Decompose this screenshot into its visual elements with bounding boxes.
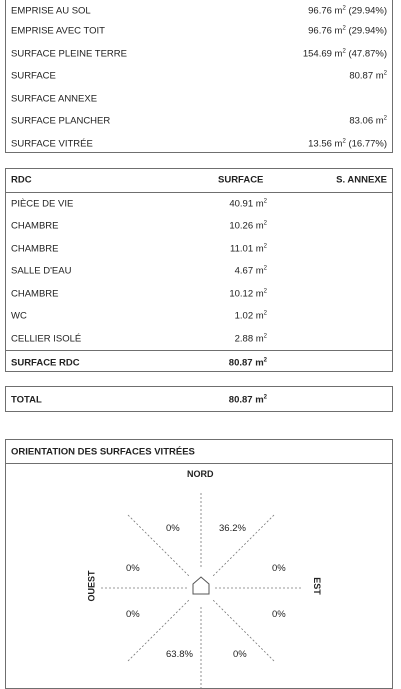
- summary-label: SURFACE: [11, 70, 56, 82]
- summary-value: 80.87 $m^2$: [349, 70, 387, 82]
- summary-value: 154.69 $m^2$ (47.87%): [302, 48, 387, 60]
- table-row: [6, 260, 392, 283]
- sector-pct-ssw: 63.8%: [166, 649, 193, 660]
- column-header-rdc: RDC: [11, 174, 32, 186]
- table-row: [6, 328, 392, 351]
- room-surface: 1.02 $m^2$: [234, 310, 267, 322]
- room-surface: 11.01 $m^2$: [230, 243, 267, 255]
- direction-east: EST: [311, 577, 322, 595]
- table-row: [6, 238, 392, 261]
- summary-label: SURFACE PLANCHER: [11, 115, 111, 127]
- direction-west: OUEST: [86, 570, 97, 602]
- rdc-table: [5, 168, 393, 372]
- summary-row-surface: [6, 65, 392, 88]
- room-surface: 2.88 $m^2$: [234, 333, 267, 345]
- table-row: [6, 283, 392, 306]
- orientation-diagram: [6, 463, 392, 689]
- summary-row-surface-annexe: [6, 88, 392, 111]
- summary-row-emprise-sol: [6, 0, 392, 20]
- room-surface: 4.67 $m^2$: [234, 265, 267, 277]
- summary-label: SURFACE VITRÉE: [11, 138, 93, 150]
- sector-pct-nnw: 0%: [166, 523, 180, 534]
- rdc-total-label: SURFACE RDC: [11, 357, 80, 368]
- summary-label: EMPRISE AVEC TOIT: [11, 25, 105, 37]
- summary-row-pleine-terre: [6, 43, 392, 66]
- column-header-surface: SURFACE: [218, 174, 264, 186]
- total-label: TOTAL: [11, 394, 42, 406]
- sector-pct-sse: 0%: [233, 649, 247, 660]
- surface-summary-panel: [5, 0, 393, 153]
- summary-value: 83.06 $m^2$: [349, 115, 387, 127]
- room-name: CHAMBRE: [11, 220, 59, 232]
- summary-label: SURFACE ANNEXE: [11, 93, 98, 105]
- summary-value: 13.56 $m^2$ (16.77%): [308, 138, 387, 150]
- room-name: PIÈCE DE VIE: [11, 198, 74, 210]
- room-surface: 10.12 $m^2$: [229, 288, 267, 300]
- summary-label: SURFACE PLEINE TERRE: [11, 48, 127, 60]
- room-name: SALLE D'EAU: [11, 265, 72, 277]
- room-surface: 40.91 $m^2$: [229, 198, 267, 210]
- orientation-title-bar: [6, 440, 392, 464]
- rdc-table-header: [6, 169, 392, 193]
- total-value: 80.87 $m^2$: [228, 394, 267, 406]
- direction-north: NORD: [187, 469, 214, 479]
- room-name: WC: [11, 310, 27, 322]
- summary-value: 96.76 $m^2$ (29.94%): [308, 4, 387, 17]
- summary-row-vitree: [6, 133, 392, 156]
- room-name: CELLIER ISOLÉ: [11, 333, 82, 345]
- summary-row-emprise-toit: [6, 20, 392, 43]
- table-row: [6, 193, 392, 216]
- column-header-annexe: S. ANNEXE: [336, 174, 387, 186]
- sector-pct-ese: 0%: [272, 609, 286, 620]
- room-name: CHAMBRE: [11, 288, 59, 300]
- table-row: [6, 215, 392, 238]
- room-surface: 10.26 $m^2$: [229, 220, 267, 232]
- sector-pct-ene: 0%: [272, 563, 286, 574]
- sector-pct-wsw: 0%: [126, 609, 140, 620]
- total-panel: [5, 386, 393, 412]
- orientation-panel: [5, 439, 393, 689]
- total-row: [6, 387, 392, 413]
- room-name: CHAMBRE: [11, 243, 59, 255]
- sector-pct-nne: 36.2%: [219, 523, 246, 534]
- summary-label: EMPRISE AU SOL: [11, 5, 91, 17]
- compass-lines: [6, 463, 392, 689]
- summary-row-plancher: [6, 110, 392, 133]
- sector-pct-wnw: 0%: [126, 563, 140, 574]
- summary-value: 96.76 $m^2$ (29.94%): [308, 25, 387, 37]
- house-icon: [193, 577, 209, 594]
- table-row: [6, 305, 392, 328]
- orientation-title: ORIENTATION DES SURFACES VITRÉES: [11, 446, 195, 457]
- rdc-total-row: [6, 350, 392, 374]
- rdc-total-value: 80.87 $m^2$: [228, 356, 267, 368]
